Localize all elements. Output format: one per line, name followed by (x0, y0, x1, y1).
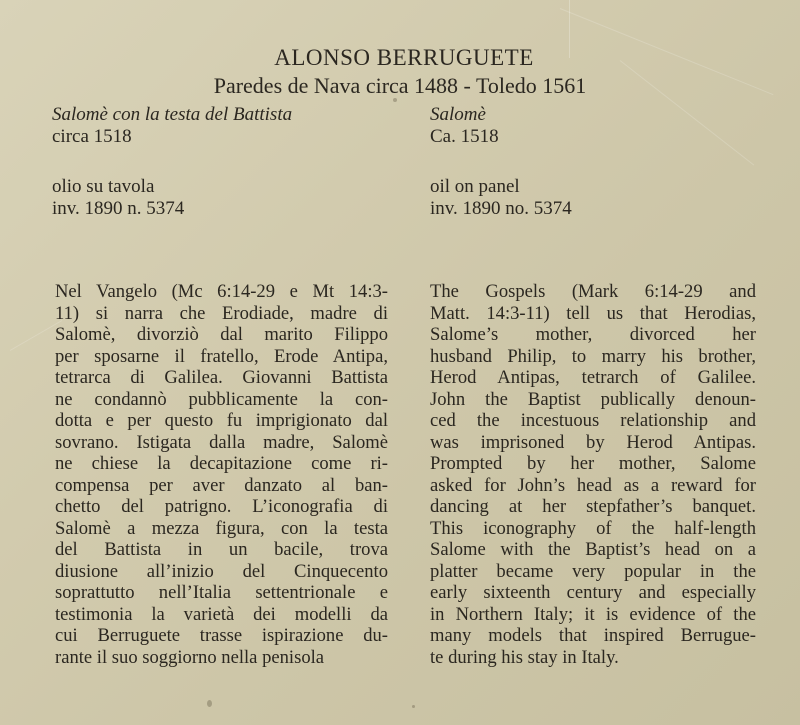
english-description (430, 281, 756, 668)
italian-description-line: Salomè a mezza figura, con la testa (55, 517, 388, 539)
artist-name: ALONSO BERRUGUETE (274, 45, 534, 70)
english-description-line: Salome’s mother, divorced her (430, 324, 756, 345)
english-inventory: inv. 1890 no. 5374 (430, 198, 572, 219)
italian-medium: olio su tavola (52, 176, 155, 197)
italian-description-line: dotta e per questo fu imprigionato dal (55, 410, 388, 431)
english-caption (430, 104, 756, 220)
italian-description-line: ne chiese la decapitazione come ri- (55, 453, 388, 474)
italian-description-line: Salomè, divorziò dal marito Filippo (55, 324, 388, 345)
surface-speck (207, 700, 212, 707)
italian-description-line: del Battista in un bacile, trova (55, 539, 388, 560)
english-description-line: This iconography of the half-length (430, 517, 756, 539)
english-description-line: The Gospels (Mark 6:14-29 and (430, 281, 756, 302)
italian-description (55, 281, 388, 668)
english-description-line: John the Baptist publically denoun- (430, 388, 756, 410)
italian-description-line: tetrarca di Galilea. Giovanni Battista (55, 367, 388, 388)
english-work-date: Ca. 1518 (430, 126, 499, 147)
surface-speck (412, 705, 415, 708)
italian-description-line: ne condannò pubblicamente la con- (55, 388, 388, 410)
italian-description-line: Nel Vangelo (Mc 6:14-29 e Mt 14:3- (55, 281, 388, 302)
english-description-line: Matt. 14:3-11) tell us that Herodias, (430, 302, 756, 324)
italian-caption (52, 104, 388, 220)
artist-life-dates: Paredes de Nava circa 1488 - Toledo 1561 (213, 73, 587, 98)
italian-description-line: diusione all’inizio del Cinquecento (55, 560, 388, 582)
italian-description-line: chetto del patrigno. L’iconografia di (55, 496, 388, 517)
english-description-line: early sixteenth century and especially (430, 582, 756, 603)
artist-header (0, 44, 800, 100)
italian-description-line: testimonia la varietà dei modelli da (55, 603, 388, 625)
english-description-line: in Northern Italy; it is evidence of the (430, 603, 756, 625)
english-description-line: te during his stay in Italy. (430, 646, 619, 668)
italian-description-line: cui Berruguete trasse ispirazione du- (55, 625, 388, 646)
italian-description-line: soprattutto nell’Italia settentrionale e (55, 582, 388, 603)
english-description-line: ced the incestuous relationship and (430, 410, 756, 431)
english-description-line: Herod Antipas, tetrarch of Galilee. (430, 367, 756, 388)
english-medium: oil on panel (430, 176, 520, 197)
english-description-line: asked for John’s head as a reward for (430, 474, 756, 496)
italian-work-title: Salomè con la testa del Battista (52, 104, 293, 125)
italian-description-line: sovrano. Istigata dalla madre, Salomè (55, 431, 388, 453)
english-description-line: dancing at her stepfather’s banquet. (430, 496, 756, 517)
italian-description-line: compensa per aver danzato al ban- (55, 474, 388, 496)
italian-work-date: circa 1518 (52, 126, 132, 147)
italian-description-line: 11) si narra che Erodiade, madre di (55, 302, 388, 324)
italian-inventory: inv. 1890 n. 5374 (52, 198, 185, 219)
english-description-line: many models that inspired Berrugue- (430, 625, 756, 646)
english-description-line: was imprisoned by Herod Antipas. (430, 431, 756, 453)
english-work-title: Salomè (430, 104, 486, 125)
english-description-line: husband Philip, to marry his brother, (430, 345, 756, 367)
english-description-line: Prompted by her mother, Salome (430, 453, 756, 474)
italian-description-line: rante il suo soggiorno nella penisola (55, 646, 325, 668)
english-description-line: Salome with the Baptist’s head on a (430, 539, 756, 560)
english-description-line: platter became very popular in the (430, 560, 756, 582)
italian-description-line: per sposarne il fratello, Erode Antipa, (55, 345, 388, 367)
